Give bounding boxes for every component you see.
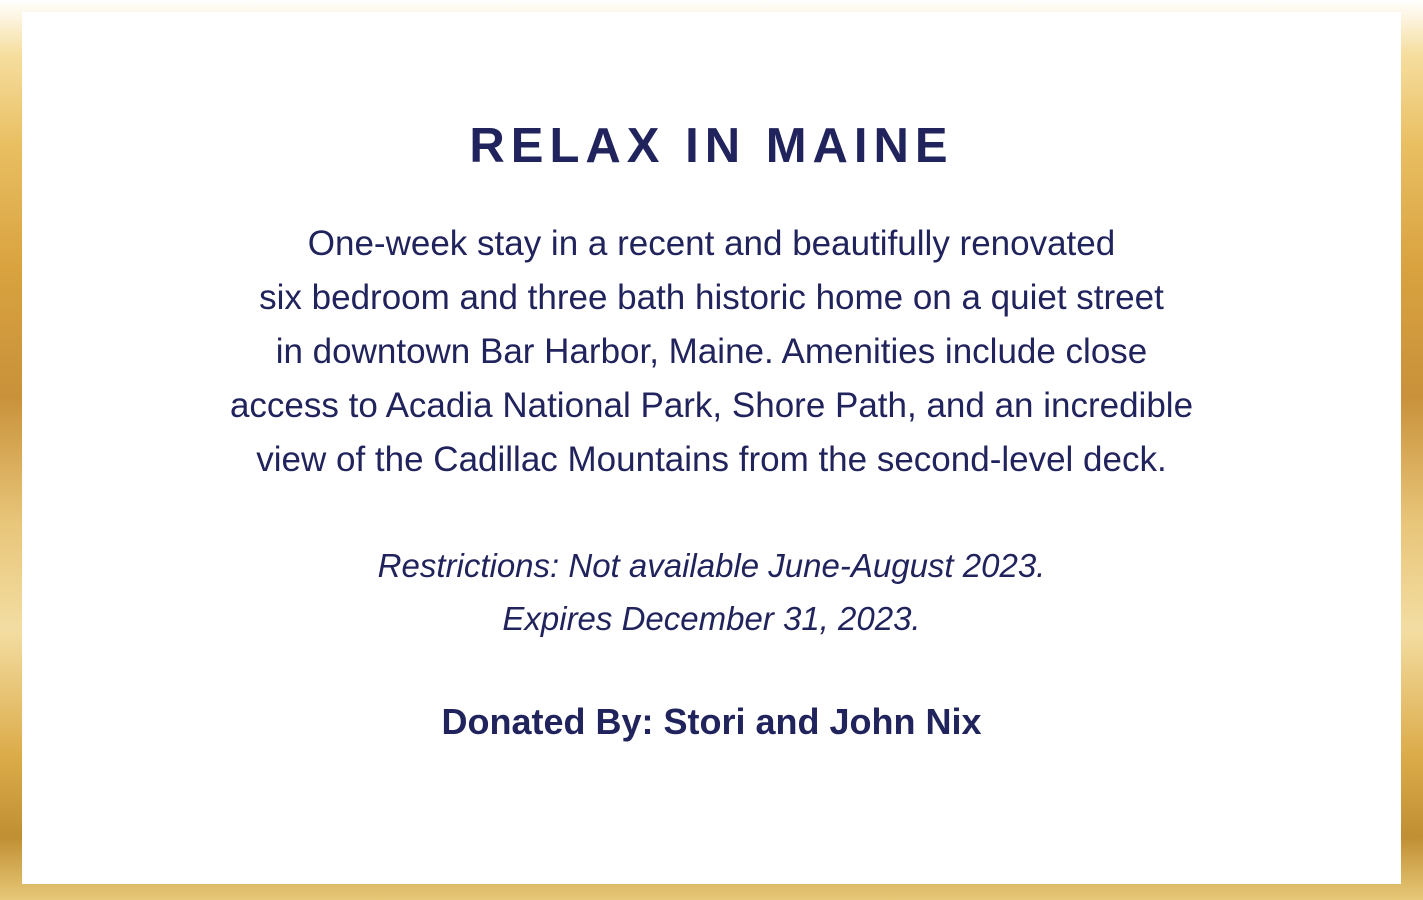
description-line: six bedroom and three bath historic home on a quiet street	[259, 278, 1164, 317]
description-line: access to Acadia National Park, Shore Path, and an incredible	[229, 386, 1194, 425]
item-description	[122, 217, 1302, 487]
card-content-area	[22, 12, 1401, 884]
restrictions-line: Restrictions: Not available June-August 2023.	[377, 547, 1046, 584]
page-title: RELAX IN MAINE	[469, 119, 954, 173]
description-line: in downtown Bar Harbor, Maine. Amenities include close	[275, 332, 1148, 371]
description-line: view of the Cadillac Mountains from the second-level deck.	[256, 440, 1167, 479]
restrictions-line: Expires December 31, 2023.	[502, 600, 921, 637]
restrictions-text	[122, 539, 1302, 645]
description-line: One-week stay in a recent and beautifully renovated	[307, 224, 1116, 263]
donated-by-text: Donated By: Stori and John Nix	[441, 701, 982, 742]
